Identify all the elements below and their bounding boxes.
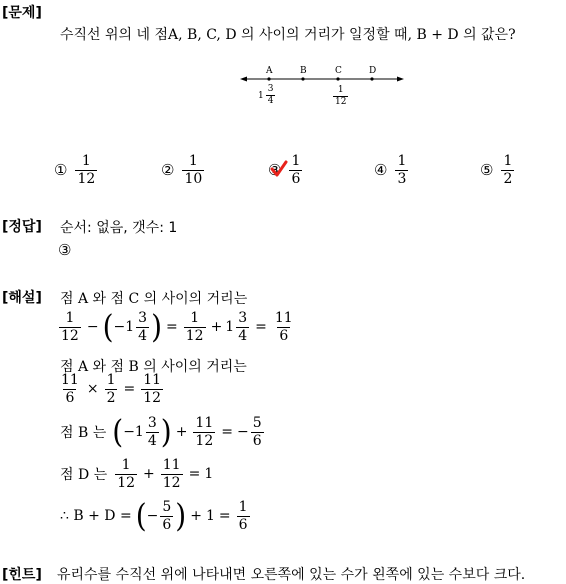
point-b-dot — [301, 77, 304, 80]
choice-2[interactable] — [161, 154, 206, 186]
choice-1[interactable] — [54, 154, 99, 186]
right-arrow-icon — [397, 77, 404, 82]
explanation-step-1: 점 A 와 점 C 의 사이의 거리는 — [60, 291, 248, 307]
choice-4-fraction: $\frac{1}{3}$ — [397, 153, 407, 187]
choice-5-fraction: $\frac{1}{2}$ — [503, 153, 513, 187]
answer-choice: ③ — [58, 241, 72, 259]
explanation-equation-3: 점 B 는 ( −1 $\frac{3}{4}$ ) + $\frac{11}{12}$ = − $\frac{5}{6}$ — [60, 412, 262, 451]
choice-3-number: ③ — [268, 161, 281, 179]
section-hint-tag: [힌트] — [2, 567, 42, 583]
explanation-equation-5: ∴ B + D = ( − $\frac{5}{6}$ ) + 1 = $\frac{1}{6}$ — [60, 496, 248, 535]
checkmark-icon — [270, 160, 288, 178]
choice-4-number: ④ — [374, 161, 388, 180]
explanation-step-2: 점 A 와 점 B 의 사이의 거리는 — [60, 359, 247, 375]
choice-5[interactable] — [480, 154, 516, 186]
point-a-label: A — [266, 66, 273, 76]
explanation-equation-2: $\frac{11}{6}$ × $\frac{1}{2}$ = $\frac{11}{12}$ — [61, 372, 162, 406]
point-a-value-frac: $\frac{3}{4}$ — [267, 84, 274, 107]
point-a-value — [258, 85, 277, 107]
point-b-label: B — [300, 66, 307, 76]
choice-2-number: ② — [161, 161, 175, 180]
choice-4[interactable] — [374, 154, 410, 186]
point-d-dot — [370, 77, 373, 80]
point-c-dot — [336, 77, 339, 80]
point-c-value — [331, 86, 350, 108]
hint-text: 유리수를 수직선 위에 나타내면 오른쪽에 있는 수가 왼쪽에 있는 수보다 크다. — [57, 567, 526, 583]
left-arrow-icon — [240, 77, 247, 82]
choice-2-fraction: $\frac{1}{10}$ — [184, 153, 203, 187]
explanation-equation-1: $\frac{1}{12}$ − ( −1 $\frac{3}{4}$ ) = $\frac{1}{12}$ + 1 $\frac{3}{4}$ = $\frac{11}{6}$ — [61, 307, 293, 346]
answer-meta: 순서: 없음, 갯수: 1 — [60, 220, 178, 236]
point-a-value-whole: 1 — [258, 90, 264, 101]
choice-5-number: ⑤ — [480, 161, 494, 180]
point-c-value-frac: $\frac{1}{12}$ — [335, 85, 347, 108]
point-d-label: D — [369, 66, 377, 76]
section-explanation-tag: [해설] — [2, 290, 42, 306]
section-problem-tag: [문제] — [2, 5, 42, 21]
point-c-label: C — [335, 66, 342, 76]
choice-1-number: ① — [54, 161, 68, 180]
choice-3[interactable] — [268, 154, 304, 186]
point-a-dot — [267, 77, 270, 80]
section-answer-tag: [정답] — [2, 219, 42, 235]
choice-1-fraction: $\frac{1}{12}$ — [77, 153, 96, 187]
explanation-equation-4: 점 D 는 $\frac{1}{12}$ + $\frac{11}{12}$ = 1 — [60, 457, 214, 491]
choice-3-fraction: $\frac{1}{6}$ — [291, 153, 301, 187]
question-text: 수직선 위의 네 점A, B, C, D 의 사이의 거리가 일정할 때, B + D 의 값은? — [60, 27, 516, 43]
